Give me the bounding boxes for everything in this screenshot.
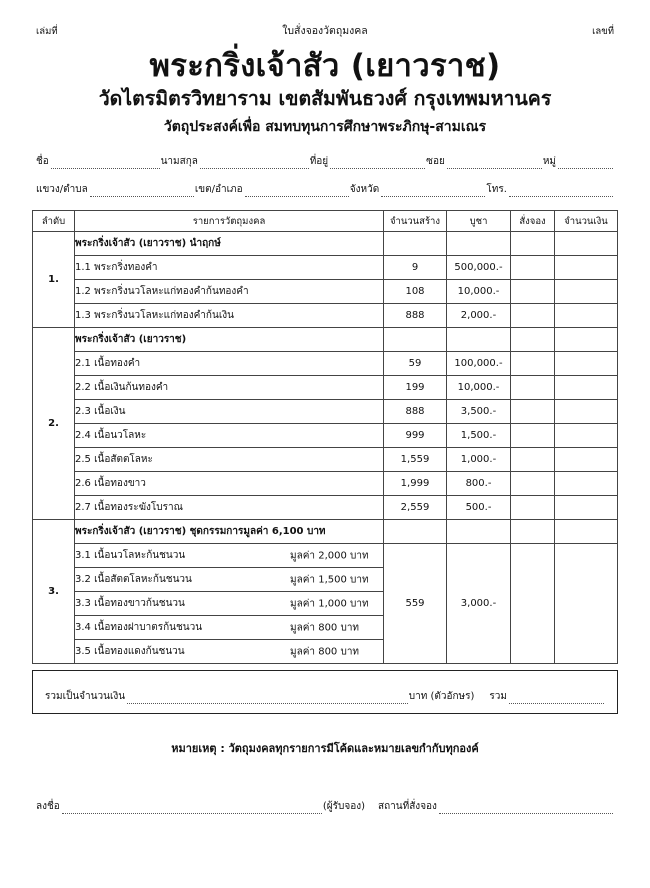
cell-amount[interactable] <box>555 352 618 376</box>
cell-order[interactable] <box>511 232 555 256</box>
cell-price <box>447 520 511 544</box>
cell-made: 108 <box>384 280 447 304</box>
cell-made: 59 <box>384 352 447 376</box>
field-line-1 <box>36 154 614 169</box>
total-line <box>45 689 605 704</box>
item-description: 2.6 เนื้อทองขาว <box>75 472 384 496</box>
district-input[interactable] <box>245 187 349 197</box>
total-label: รวมเป็นจำนวนเงิน <box>45 691 126 703</box>
table-row <box>33 352 618 376</box>
item-value: มูลค่า 2,000 บาท <box>290 550 369 562</box>
sum-label: รวม <box>489 691 507 703</box>
province-input[interactable] <box>381 187 485 197</box>
cell-price: 3,500.- <box>447 400 511 424</box>
table-row <box>33 544 618 568</box>
table-row <box>33 376 618 400</box>
cell-amount[interactable] <box>555 448 618 472</box>
col-header-amount: จำนวนเงิน <box>555 211 618 232</box>
item-description: 1.3 พระกริ่งนวโลหะแก่ทองคำก้นเงิน <box>75 304 384 328</box>
moo-label: หมู่ <box>542 156 557 168</box>
col-header-no: ลำดับ <box>33 211 75 232</box>
subdistrict-label: แขวง/ตำบล <box>36 184 88 196</box>
table-header-row <box>33 211 618 232</box>
cell-price: 2,000.- <box>447 304 511 328</box>
moo-input[interactable] <box>558 159 613 169</box>
cell-made: 199 <box>384 376 447 400</box>
item-description: 1.2 พระกริ่งนวโลหะแก่ทองคำก้นทองคำ <box>75 280 384 304</box>
cell-made: 999 <box>384 424 447 448</box>
signature-block <box>36 799 366 814</box>
cell-made: 2,559 <box>384 496 447 520</box>
section-number: 2. <box>33 328 75 520</box>
purpose-subtitle: วัตถุประสงค์เพื่อ สมทบทุนการศึกษาพระภิกษุ-สามเณร <box>163 118 487 135</box>
cell-made: 888 <box>384 304 447 328</box>
item-description: 3.1 เนื้อนวโลหะก้นชนวน มูลค่า 2,000 บาท <box>75 544 384 568</box>
cell-order[interactable] <box>511 496 555 520</box>
table-row <box>33 424 618 448</box>
table-row <box>33 520 618 544</box>
cell-order[interactable] <box>511 280 555 304</box>
cell-amount[interactable] <box>555 304 618 328</box>
signature-row <box>32 799 618 814</box>
signature-input[interactable] <box>62 804 322 814</box>
item-description: 2.7 เนื้อทองระฆังโบราณ <box>75 496 384 520</box>
total-box <box>32 670 618 714</box>
item-value: มูลค่า 1,500 บาท <box>290 574 369 586</box>
phone-label: โทร. <box>486 184 507 196</box>
cell-order[interactable] <box>511 424 555 448</box>
cell-price: 500,000.- <box>447 256 511 280</box>
cell-price: 10,000.- <box>447 376 511 400</box>
items-table <box>32 210 618 664</box>
cell-order[interactable] <box>511 448 555 472</box>
table-row <box>33 328 618 352</box>
col-header-description: รายการวัตถุมงคล <box>75 211 384 232</box>
name-label: ชื่อ <box>36 156 49 168</box>
place-block <box>366 799 614 814</box>
cell-made: 9 <box>384 256 447 280</box>
item-description: 1.1 พระกริ่งทองคำ <box>75 256 384 280</box>
cell-price: 100,000.- <box>447 352 511 376</box>
cell-amount[interactable] <box>555 400 618 424</box>
number-label: เลขที่ <box>592 26 614 37</box>
cell-amount[interactable] <box>555 520 618 544</box>
section-title: พระกริ่งเจ้าสัว (เยาวราช) <box>75 328 384 352</box>
item-description: 2.5 เนื้อสัตตโลหะ <box>75 448 384 472</box>
sum-input[interactable] <box>509 694 604 704</box>
table-row <box>33 400 618 424</box>
cell-amount[interactable] <box>555 424 618 448</box>
page-title: พระกริ่งเจ้าสัว (เยาวราช) <box>149 48 501 84</box>
table-row <box>33 448 618 472</box>
form-meta-row <box>32 22 618 44</box>
cell-made-merged: 559 <box>384 544 447 664</box>
table-row <box>33 280 618 304</box>
address-label: ที่อยู่ <box>309 156 329 168</box>
cell-made: 1,999 <box>384 472 447 496</box>
item-description: 2.1 เนื้อทองคำ <box>75 352 384 376</box>
surname-input[interactable] <box>200 159 309 169</box>
form-type-title: ใบสั่งจองวัตถุมงคล <box>282 25 368 37</box>
total-unit-label: บาท (ตัวอักษร) <box>408 691 475 703</box>
volume-label: เล่มที่ <box>36 26 58 37</box>
cell-order[interactable] <box>511 472 555 496</box>
cell-amount[interactable] <box>555 544 618 664</box>
cell-amount[interactable] <box>555 328 618 352</box>
name-input[interactable] <box>51 159 160 169</box>
cell-made <box>384 232 447 256</box>
item-description: 2.4 เนื้อนวโลหะ <box>75 424 384 448</box>
table-row <box>33 232 618 256</box>
section-title: พระกริ่งเจ้าสัว (เยาวราช) นำฤกษ์ <box>75 232 384 256</box>
item-value: มูลค่า 1,000 บาท <box>290 598 369 610</box>
total-amount-input[interactable] <box>127 694 408 704</box>
cell-made <box>384 520 447 544</box>
cell-order[interactable] <box>511 304 555 328</box>
item-description: 3.2 เนื้อสัตตโลหะก้นชนวน มูลค่า 1,500 บาท <box>75 568 384 592</box>
cell-price <box>447 328 511 352</box>
cell-price: 1,500.- <box>447 424 511 448</box>
col-header-order: สั่งจอง <box>511 211 555 232</box>
soi-input[interactable] <box>447 159 542 169</box>
item-description: 2.3 เนื้อเงิน <box>75 400 384 424</box>
item-description: 3.5 เนื้อทองแดงก้นชนวน มูลค่า 800 บาท <box>75 640 384 664</box>
col-header-quantity-made: จำนวนสร้าง <box>384 211 447 232</box>
table-row <box>33 304 618 328</box>
order-form-page <box>0 22 650 888</box>
cell-made: 888 <box>384 400 447 424</box>
cell-amount[interactable] <box>555 472 618 496</box>
soi-label: ซอย <box>426 156 445 168</box>
cell-price-merged: 3,000.- <box>447 544 511 664</box>
table-row <box>33 256 618 280</box>
place-input[interactable] <box>439 804 613 814</box>
col-header-price: บูชา <box>447 211 511 232</box>
cell-price: 500.- <box>447 496 511 520</box>
item-description: 3.4 เนื้อทองฝาบาตรก้นชนวน มูลค่า 800 บาท <box>75 616 384 640</box>
cell-price <box>447 232 511 256</box>
temple-subtitle: วัดไตรมิตรวิทยาราม เขตสัมพันธวงศ์ กรุงเทพมหานคร <box>98 87 552 111</box>
cell-made <box>384 328 447 352</box>
surname-label: นามสกุล <box>160 156 198 168</box>
sign-label: ลงชื่อ <box>36 801 60 813</box>
cell-amount[interactable] <box>555 496 618 520</box>
item-value: มูลค่า 800 บาท <box>290 646 360 658</box>
item-description: 2.2 เนื้อเงินก้นทองคำ <box>75 376 384 400</box>
section-number: 3. <box>33 520 75 664</box>
province-label: จังหวัด <box>349 184 380 196</box>
cell-order[interactable] <box>511 376 555 400</box>
cell-order[interactable] <box>511 544 555 664</box>
cell-order[interactable] <box>511 400 555 424</box>
cell-amount[interactable] <box>555 256 618 280</box>
note-text: หมายเหตุ : วัตถุมงคลทุกรายการมีโค้ดและหมายเลขกำกับทุกองค์ <box>171 742 479 756</box>
place-label: สถานที่สั่งจอง <box>378 801 437 813</box>
cell-order[interactable] <box>511 328 555 352</box>
phone-input[interactable] <box>509 187 613 197</box>
section-number: 1. <box>33 232 75 328</box>
section-title: พระกริ่งเจ้าสัว (เยาวราช) ชุดกรรมการมูลค่า 6,100 บาท <box>75 520 384 544</box>
cell-order[interactable] <box>511 352 555 376</box>
cell-price: 10,000.- <box>447 280 511 304</box>
cell-amount[interactable] <box>555 280 618 304</box>
subdistrict-input[interactable] <box>90 187 194 197</box>
cell-amount[interactable] <box>555 232 618 256</box>
cell-amount[interactable] <box>555 376 618 400</box>
cell-made: 1,559 <box>384 448 447 472</box>
cell-order[interactable] <box>511 256 555 280</box>
item-value: มูลค่า 800 บาท <box>290 622 360 634</box>
sign-role-label: (ผู้รับจอง) <box>322 801 365 813</box>
address-input[interactable] <box>330 159 425 169</box>
cell-order[interactable] <box>511 520 555 544</box>
field-line-2 <box>36 182 614 197</box>
cell-price: 1,000.- <box>447 448 511 472</box>
table-row <box>33 472 618 496</box>
item-description: 3.3 เนื้อทองขาวก้นชนวน มูลค่า 1,000 บาท <box>75 592 384 616</box>
district-label: เขต/อำเภอ <box>194 184 243 196</box>
table-row <box>33 496 618 520</box>
customer-fields <box>32 154 618 197</box>
cell-price: 800.- <box>447 472 511 496</box>
